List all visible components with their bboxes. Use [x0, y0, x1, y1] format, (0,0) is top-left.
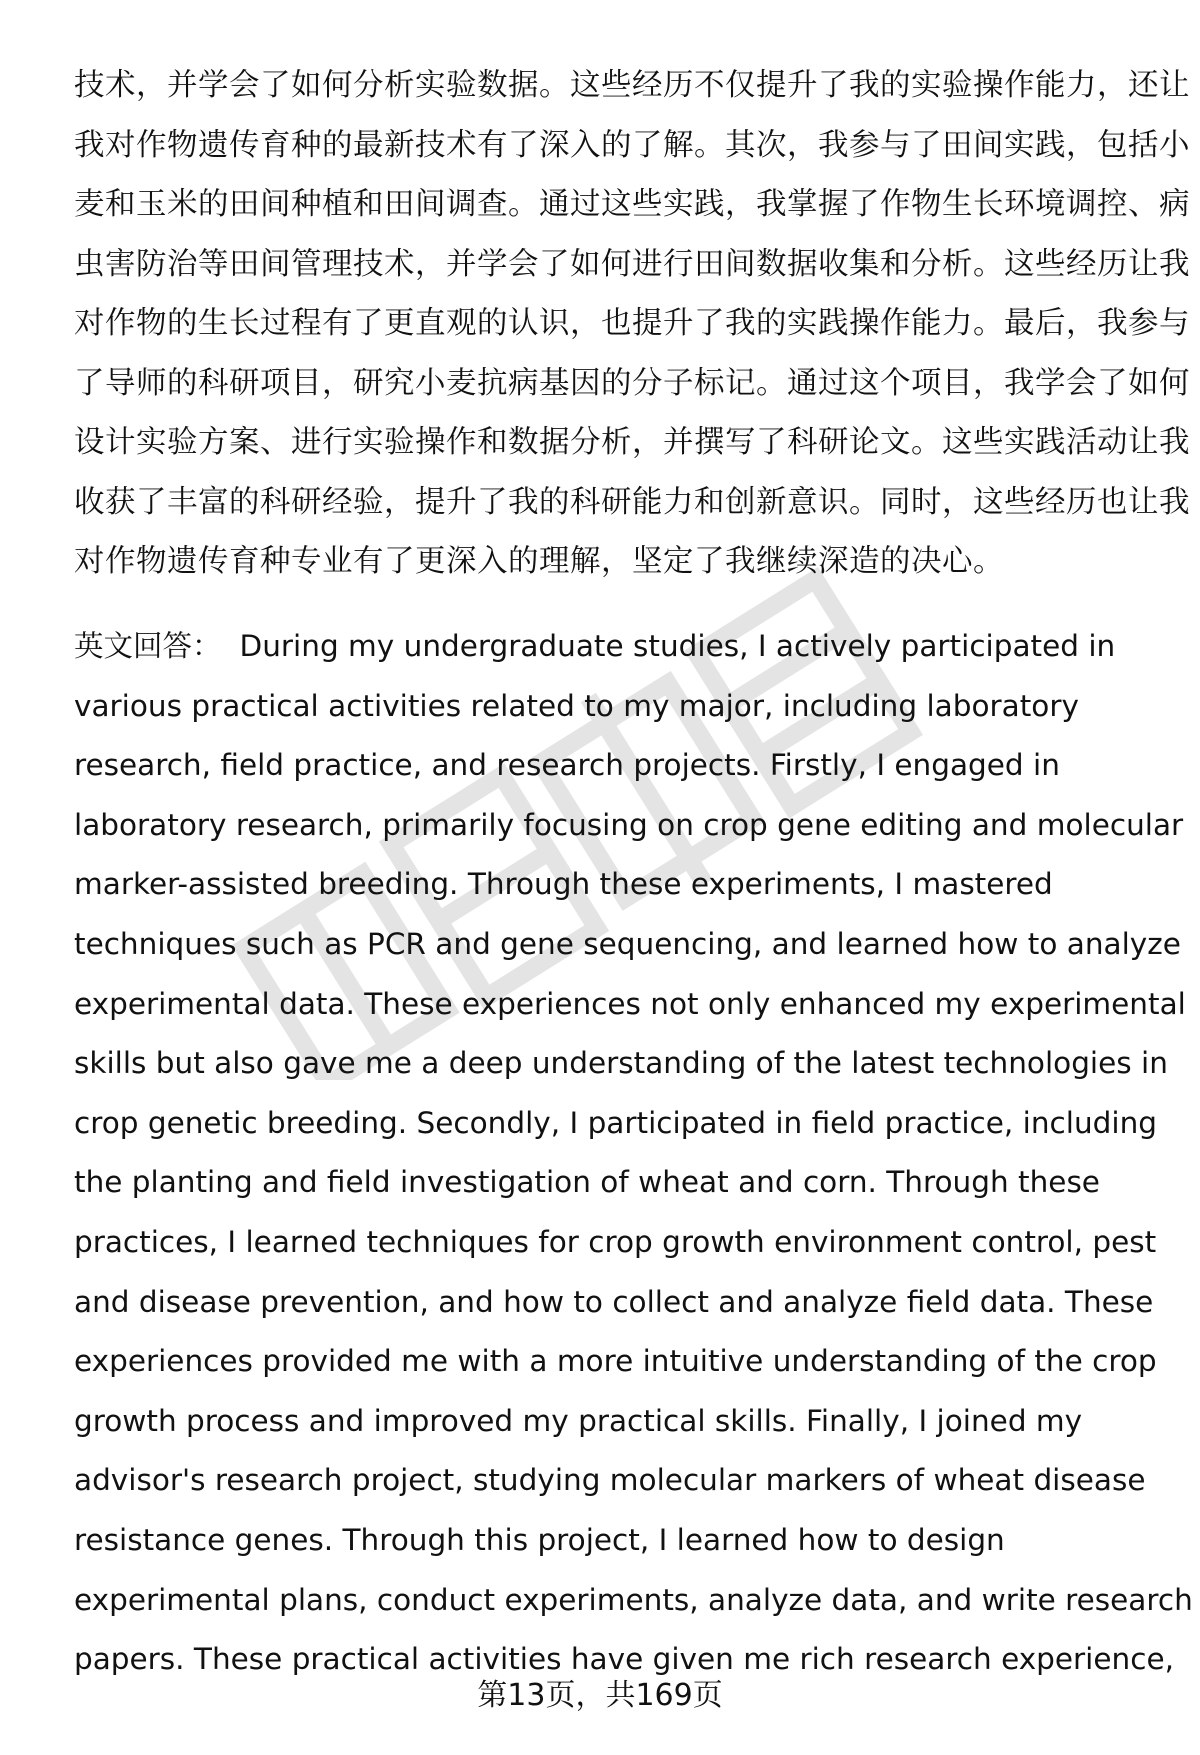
text-line: experimental plans, conduct experiments, analyze data, and write research: [74, 1582, 1193, 1617]
page-number-footer: 第13页，共169页: [477, 1678, 723, 1713]
text-line: laboratory research, primarily focusing on crop gene editing and molecular: [74, 807, 1184, 842]
text-line: the planting and field investigation of wheat and corn. Through these: [74, 1165, 1100, 1200]
text-line: experimental data. These experiences not only enhanced my experimental: [74, 986, 1186, 1021]
text-line: 虫害防治等田间管理技术，并学会了如何进行田间数据收集和分析。这些经历让我: [74, 246, 1190, 282]
text-line: 收获了丰富的科研经验，提升了我的科研能力和创新意识。同时，这些经历也让我: [74, 484, 1190, 520]
text-line: crop genetic breeding. Secondly, I participated in field practice, including: [74, 1105, 1158, 1140]
text-line-content: During my undergraduate studies, I actively participated in: [239, 629, 1116, 663]
english-answer-label: 英文回答：: [74, 629, 222, 663]
text-line: experiences provided me with a more intuitive understanding of the crop: [74, 1344, 1157, 1379]
text-line: papers. These practical activities have given me rich research experience,: [74, 1642, 1174, 1677]
chinese-answer-paragraph: [74, 56, 1190, 592]
text-line: 设计实验方案、进行实验操作和数据分析，并撰写了科研论文。这些实践活动让我: [74, 425, 1190, 460]
text-line: various practical activities related to my major, including laboratory: [74, 688, 1079, 723]
text-line: 了导师的科研项目，研究小麦抗病基因的分子标记。通过这个项目，我学会了如何: [74, 365, 1190, 401]
text-line: practices, I learned techniques for crop growth environment control, pest: [74, 1224, 1157, 1259]
text-line-first: [74, 617, 1154, 677]
text-line: 我对作物遗传育种的最新技术有了深入的了解。其次，我参与了田间实践，包括小: [74, 127, 1190, 163]
text-line: advisor's research project, studying molecular markers of wheat disease: [74, 1463, 1146, 1498]
text-line: skills but also gave me a deep understanding of the latest technologies in: [74, 1046, 1168, 1081]
text-line: 技术，并学会了如何分析实验数据。这些经历不仅提升了我的实验操作能力，还让: [74, 68, 1190, 103]
text-line: marker-assisted breeding. Through these experiments, I mastered: [74, 867, 1053, 902]
text-line: 对作物的生长过程有了更直观的认识，也提升了我的实践操作能力。最后，我参与: [74, 306, 1190, 341]
text-line: and disease prevention, and how to collect and analyze field data. These: [74, 1284, 1154, 1319]
text-line: 麦和玉米的田间种植和田间调查。通过这些实践，我掌握了作物生长环境调控、病: [74, 187, 1190, 222]
text-line: research, field practice, and research projects. Firstly, I engaged in: [74, 748, 1060, 783]
text-line: resistance genes. Through this project, I learned how to design: [74, 1522, 1005, 1557]
english-answer-paragraph: [74, 617, 1193, 1690]
text-line: 对作物遗传育种专业有了更深入的理解，坚定了我继续深造的决心。: [74, 544, 1004, 579]
text-line: growth process and improved my practical skills. Finally, I joined my: [74, 1403, 1083, 1438]
text-line: techniques such as PCR and gene sequencing, and learned how to analyze: [74, 926, 1181, 961]
